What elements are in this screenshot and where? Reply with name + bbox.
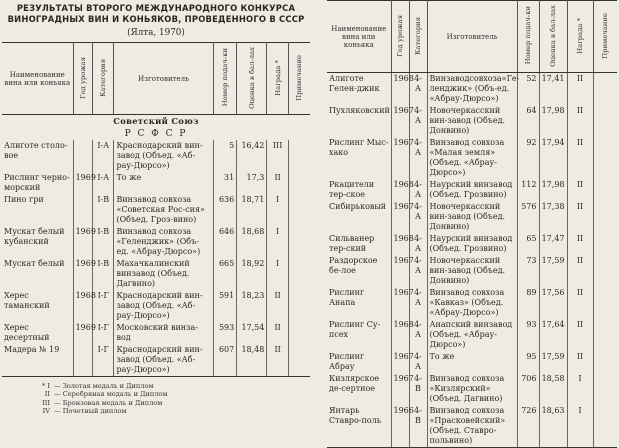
note-cell (593, 105, 617, 137)
note-cell (593, 179, 617, 201)
score-cell: 17,3 (237, 172, 267, 194)
group-republic: Р С Ф С Р (124, 129, 188, 139)
footnote-text: — Золотая медаль и Диплом (54, 382, 154, 390)
award-cell: II (567, 255, 593, 287)
harvest-year-cell: 1967 (391, 351, 409, 373)
document-title: РЕЗУЛЬТАТЫ ВТОРОГО МЕЖДУНАРОДНОГО КОНКУРСА ВИНОГРАДНЫХ ВИН И КОНЬЯКОВ, ПРОВЕДЕННОГО В СССР (7, 3, 305, 24)
note-cell (593, 373, 617, 405)
footnote-item (22, 399, 310, 407)
header-sample: Номер подач-ки (213, 43, 237, 115)
results-table-right (327, 0, 617, 448)
award-cell: I (267, 226, 289, 258)
category-cell: 4-A (409, 179, 427, 201)
wine-name-cell: Рислинг Абрау (327, 351, 391, 373)
table-row (327, 179, 617, 201)
score-cell: 18,23 (237, 290, 267, 322)
award-cell: III (267, 140, 289, 172)
sample-number-cell: 726 (517, 405, 539, 448)
score-cell: 17,38 (539, 201, 567, 233)
award-cell: II (267, 344, 289, 377)
table-row (327, 137, 617, 179)
header-score: Оценка в бал-лах (237, 43, 267, 115)
category-cell: I-B (92, 194, 114, 226)
sample-number-cell: 92 (517, 137, 539, 179)
harvest-year-cell: 1967 (391, 105, 409, 137)
sample-number-cell: 73 (517, 255, 539, 287)
category-cell: 4-A (409, 105, 427, 137)
note-cell (593, 319, 617, 351)
header-award: Награда * (267, 43, 289, 115)
category-cell: I-B (92, 258, 114, 290)
wine-name-cell: Сильванер тер-ский (327, 233, 391, 255)
table-row (327, 373, 617, 405)
category-cell: I-Г (92, 290, 114, 322)
harvest-year-cell: 1968 (391, 179, 409, 201)
score-cell: 18,68 (237, 226, 267, 258)
award-cell: II (567, 319, 593, 351)
sample-number-cell: 95 (517, 351, 539, 373)
wine-name-cell: Рислинг черно-морский (2, 172, 73, 194)
wine-name-cell: Мускат белый (2, 258, 73, 290)
producer-cell: Махачкалинский винзавод (Объед. Дагвино) (114, 258, 213, 290)
sample-number-cell: 112 (517, 179, 539, 201)
wine-name-cell: Рислинг Мыс-хако (327, 137, 391, 179)
group-country-row (2, 115, 310, 129)
sample-number-cell: 89 (517, 287, 539, 319)
note-cell (593, 201, 617, 233)
harvest-year-cell: 1968 (391, 233, 409, 255)
harvest-year-cell: 1968 (391, 319, 409, 351)
table-row (2, 194, 310, 226)
producer-cell: Краснодарский вин-завод (Объед. «Аб-рау-Дюрсо») (114, 140, 213, 172)
note-cell (593, 73, 617, 106)
footnote-mark: III (42, 398, 50, 407)
note-cell (288, 344, 310, 377)
score-cell: 17,54 (237, 322, 267, 344)
producer-cell: Новочеркасский вин-завод (Объед. Донвино) (427, 201, 517, 233)
header-award: Награда * (567, 1, 593, 73)
table-row (2, 290, 310, 322)
sample-number-cell: 706 (517, 373, 539, 405)
harvest-year-cell: 1969 (73, 322, 92, 344)
producer-cell: Винзаводсовхоза«Ге-ленджик» (Объ-ед. «Абрау-Дюрсо») (427, 73, 517, 106)
header-score: Оценка в бал-лах (539, 1, 567, 73)
table-row (327, 255, 617, 287)
harvest-year-cell: 1969 (73, 172, 92, 194)
header-category: Категория (409, 1, 427, 73)
note-cell (593, 233, 617, 255)
sample-number-cell: 93 (517, 319, 539, 351)
footnote-mark: IV (42, 407, 50, 416)
note-cell (288, 226, 310, 258)
award-cell: I (267, 258, 289, 290)
award-cell: II (267, 172, 289, 194)
footnote-text: — Бронзовая медаль и Диплом (54, 398, 163, 407)
score-cell: 17,59 (539, 351, 567, 373)
score-cell: 17,47 (539, 233, 567, 255)
producer-cell: Московский винза-вод (114, 322, 213, 344)
category-cell: I-B (92, 226, 114, 258)
harvest-year-cell: 1966 (391, 405, 409, 448)
table-row (327, 351, 617, 373)
table-row (2, 322, 310, 344)
group-republic-row (2, 128, 310, 140)
wine-name-cell: Рислинг Су-псех (327, 319, 391, 351)
header-category: Категория (92, 43, 114, 115)
note-cell (288, 322, 310, 344)
category-cell: 4-A (409, 287, 427, 319)
footnote-item (22, 407, 310, 415)
table-row (327, 405, 617, 448)
award-cell: II (567, 287, 593, 319)
award-cell: II (567, 179, 593, 201)
award-cell: I (267, 194, 289, 226)
score-cell: 18,92 (237, 258, 267, 290)
wine-name-cell: Рислинг Анапа (327, 287, 391, 319)
sample-number-cell: 646 (213, 226, 237, 258)
category-cell: 4-A (409, 137, 427, 179)
note-cell (593, 137, 617, 179)
producer-cell: Наурский винзавод (Объед. Грозвино) (427, 179, 517, 201)
award-cell: II (267, 290, 289, 322)
header-name: Наименование вина или коньяка (2, 43, 73, 115)
producer-cell: Винзавод совхоза «Кизлярский» (Объед. Дагвино) (427, 373, 517, 405)
table-row (327, 287, 617, 319)
results-table-left (2, 42, 310, 377)
score-cell: 18,48 (237, 344, 267, 377)
wine-name-cell: Херес десертный (2, 322, 73, 344)
note-cell (288, 172, 310, 194)
producer-cell: Наурский винзавод (Объед. Грозвино) (427, 233, 517, 255)
footnote-mark: II (44, 390, 50, 399)
note-cell (593, 287, 617, 319)
sample-number-cell: 576 (517, 201, 539, 233)
wine-name-cell: Мускат белый кубанский (2, 226, 73, 258)
harvest-year-cell: 1968 (391, 73, 409, 106)
award-cell: I (567, 405, 593, 448)
wine-name-cell: Пино гри (2, 194, 73, 226)
award-cell: II (267, 322, 289, 344)
wine-name-cell: Пухляковский (327, 105, 391, 137)
producer-cell: То же (114, 172, 213, 194)
table-header-row (327, 1, 617, 73)
harvest-year-cell: 1967 (391, 287, 409, 319)
harvest-year-cell: 1968 (73, 290, 92, 322)
category-cell: 4-A (409, 201, 427, 233)
score-cell: 17,41 (539, 73, 567, 106)
score-cell: 18,71 (237, 194, 267, 226)
note-cell (288, 290, 310, 322)
score-cell: 17,59 (539, 255, 567, 287)
producer-cell: Краснодарский вин-завод (Объед. «Аб-рау-Дюрсо») (114, 290, 213, 322)
score-cell: 17,56 (539, 287, 567, 319)
table-row (327, 233, 617, 255)
sample-number-cell: 31 (213, 172, 237, 194)
sample-number-cell: 65 (517, 233, 539, 255)
wine-name-cell: Ркацители тер-ское (327, 179, 391, 201)
table-row (327, 201, 617, 233)
category-cell: 4-A (409, 351, 427, 373)
note-cell (288, 258, 310, 290)
table-row (2, 258, 310, 290)
note-cell (288, 140, 310, 172)
category-cell: 4-A (409, 255, 427, 287)
note-cell (593, 351, 617, 373)
producer-cell: Новочеркасский вин-завод (Объед. Донвино) (427, 255, 517, 287)
wine-name-cell: Алиготе столо-вое (2, 140, 73, 172)
sample-number-cell: 64 (517, 105, 539, 137)
note-cell (593, 405, 617, 448)
award-cell: II (567, 233, 593, 255)
wine-name-cell: Янтарь Ставро-поль (327, 405, 391, 448)
header-note: Примечание (593, 1, 617, 73)
sample-number-cell: 636 (213, 194, 237, 226)
producer-cell: Краснодарский вин-завод (Объед. «Аб-рау-Дюрсо») (114, 344, 213, 377)
category-cell: I-A (92, 172, 114, 194)
score-cell: 17,98 (539, 179, 567, 201)
table-row (2, 140, 310, 172)
wine-name-cell: Херес таманский (2, 290, 73, 322)
producer-cell: Анапский винзавод (Объед. «Абрау-Дюрсо») (427, 319, 517, 351)
header-maker: Изготовитель (114, 43, 213, 115)
footnote-mark: * I (42, 382, 50, 390)
footnotes (22, 382, 310, 416)
footnote-text: — Почетный диплом (54, 407, 127, 416)
harvest-year-cell: 1967 (391, 201, 409, 233)
header-maker: Изготовитель (427, 1, 517, 73)
category-cell: I-Г (92, 322, 114, 344)
left-column (2, 0, 310, 416)
award-cell: II (567, 73, 593, 106)
footnote-text: — Серебряная медаль и Диплом (54, 390, 168, 399)
wine-name-cell: Алиготе Гелен-джик (327, 73, 391, 106)
score-cell: 18,63 (539, 405, 567, 448)
group-country: Советский Союз (113, 116, 199, 126)
category-cell: I-A (92, 140, 114, 172)
footnote-item (22, 382, 310, 390)
category-cell: 4-A (409, 73, 427, 106)
table-row (2, 344, 310, 377)
producer-cell: Винзавод совхоза «Кавказ» (Объед. «Абрау-Дюрсо») (427, 287, 517, 319)
harvest-year-cell (73, 344, 92, 377)
table-row (327, 105, 617, 137)
header-name: Наименование вина или коньяка (327, 1, 391, 73)
sample-number-cell: 593 (213, 322, 237, 344)
category-cell: I-Г (92, 344, 114, 377)
award-cell: II (567, 351, 593, 373)
award-cell: I (567, 373, 593, 405)
award-cell: II (567, 201, 593, 233)
producer-cell: То же (427, 351, 517, 373)
table-row (327, 319, 617, 351)
score-cell: 17,64 (539, 319, 567, 351)
producer-cell: Винзавод совхоза «Малая земля» (Объед. «Абрау-Дюрсо») (427, 137, 517, 179)
table-row (2, 172, 310, 194)
harvest-year-cell (73, 194, 92, 226)
producer-cell: Винзавод совхоза «Прасковейский» (Объед. Ставро-польвино) (427, 405, 517, 448)
wine-name-cell: Сибирьковый (327, 201, 391, 233)
right-column (327, 0, 617, 448)
sample-number-cell: 607 (213, 344, 237, 377)
score-cell: 18,58 (539, 373, 567, 405)
table-row (2, 226, 310, 258)
sample-number-cell: 5 (213, 140, 237, 172)
wine-name-cell: Кизлярское де-сертное (327, 373, 391, 405)
table-header-row (2, 43, 310, 115)
harvest-year-cell: 1969 (73, 258, 92, 290)
header-year: Год урожая (391, 1, 409, 73)
producer-cell: Винзавод совхоза «Советская Рос-сия» (Объед. Гроз-вино) (114, 194, 213, 226)
table-row (327, 73, 617, 106)
sample-number-cell: 665 (213, 258, 237, 290)
harvest-year-cell (73, 140, 92, 172)
note-cell (593, 255, 617, 287)
note-cell (288, 194, 310, 226)
harvest-year-cell: 1969 (73, 226, 92, 258)
harvest-year-cell: 1967 (391, 255, 409, 287)
harvest-year-cell: 1967 (391, 137, 409, 179)
category-cell: 4-A (409, 319, 427, 351)
award-cell: II (567, 137, 593, 179)
award-cell: II (567, 105, 593, 137)
wine-name-cell: Мадера № 19 (2, 344, 73, 377)
score-cell: 17,94 (539, 137, 567, 179)
sample-number-cell: 591 (213, 290, 237, 322)
header-note: Примечание (288, 43, 310, 115)
producer-cell: Новочеркасский вин-завод (Объед. Донвино) (427, 105, 517, 137)
producer-cell: Винзавод совхоза «Геленджик» (Объ-ед. «Абрау-Дюрсо») (114, 226, 213, 258)
category-cell: 4-A (409, 233, 427, 255)
category-cell: 4-B (409, 373, 427, 405)
document-subtitle: (Ялта, 1970) (127, 28, 185, 38)
score-cell: 16,42 (237, 140, 267, 172)
score-cell: 17,98 (539, 105, 567, 137)
header-year: Год урожая (73, 43, 92, 115)
category-cell: 4-B (409, 405, 427, 448)
wine-name-cell: Раздорское бе-лое (327, 255, 391, 287)
header-sample: Номер подач-ки (517, 1, 539, 73)
sample-number-cell: 52 (517, 73, 539, 106)
harvest-year-cell: 1967 (391, 373, 409, 405)
footnote-item (22, 390, 310, 398)
